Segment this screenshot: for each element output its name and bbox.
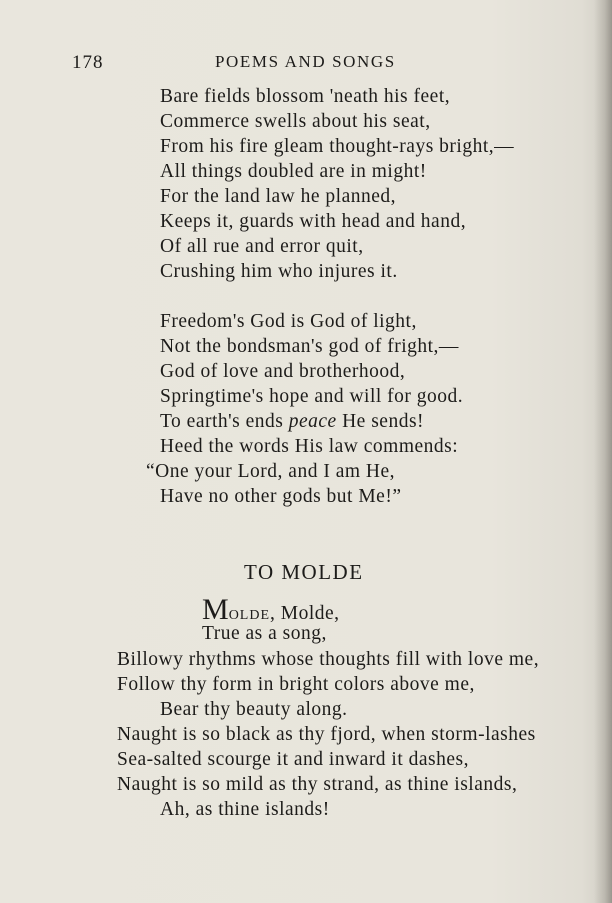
verse-line: Heed the words His law commends: xyxy=(160,436,459,457)
verse-line: Crushing him who injures it. xyxy=(160,261,398,282)
running-title: POEMS AND SONGS xyxy=(215,52,396,71)
verse-text: He sends! xyxy=(336,411,425,432)
verse-line: Springtime's hope and will for good. xyxy=(160,386,464,407)
page-number: 178 xyxy=(72,52,104,73)
page-header xyxy=(0,52,612,76)
verse-line-first xyxy=(202,593,340,627)
verse-line xyxy=(160,411,424,433)
verse-line: Bare fields blossom 'neath his feet, xyxy=(160,86,451,107)
verse-line: True as a song, xyxy=(202,623,327,644)
verse-line: All things doubled are in might! xyxy=(160,161,427,182)
verse-line: Commerce swells about his seat, xyxy=(160,111,431,132)
page-edge-shadow xyxy=(594,0,612,903)
small-caps-text: olde xyxy=(228,603,271,624)
italic-word: peace xyxy=(288,411,337,432)
verse-text: , Molde, xyxy=(270,603,340,624)
verse-line: Not the bondsman's god of fright,— xyxy=(160,336,459,357)
verse-line: Billowy rhythms whose thoughts fill with love me, xyxy=(117,649,540,670)
verse-line: Follow thy form in bright colors above me, xyxy=(117,674,475,695)
verse-line: Freedom's God is God of light, xyxy=(160,311,417,332)
verse-line: God of love and brotherhood, xyxy=(160,361,406,382)
verse-line: Sea-salted scourge it and inward it dashes, xyxy=(117,749,470,770)
poem-title: TO MOLDE xyxy=(244,560,364,584)
verse-line: Keeps it, guards with head and hand, xyxy=(160,211,467,232)
verse-line: From his fire gleam thought-rays bright,— xyxy=(160,136,515,157)
verse-line: Of all rue and error quit, xyxy=(160,236,364,257)
verse-line: Bear thy beauty along. xyxy=(160,699,348,720)
verse-line: Naught is so black as thy fjord, when storm-lashes xyxy=(117,724,536,745)
verse-line: Ah, as thine islands! xyxy=(160,799,330,820)
verse-text: To earth's ends xyxy=(160,411,289,432)
verse-line: “One your Lord, and I am He, xyxy=(146,461,395,482)
verse-line: Have no other gods but Me!” xyxy=(160,486,402,507)
verse-line: Naught is so mild as thy strand, as thine islands, xyxy=(117,774,518,795)
verse-line: For the land law he planned, xyxy=(160,186,397,207)
drop-cap: M xyxy=(202,593,229,626)
